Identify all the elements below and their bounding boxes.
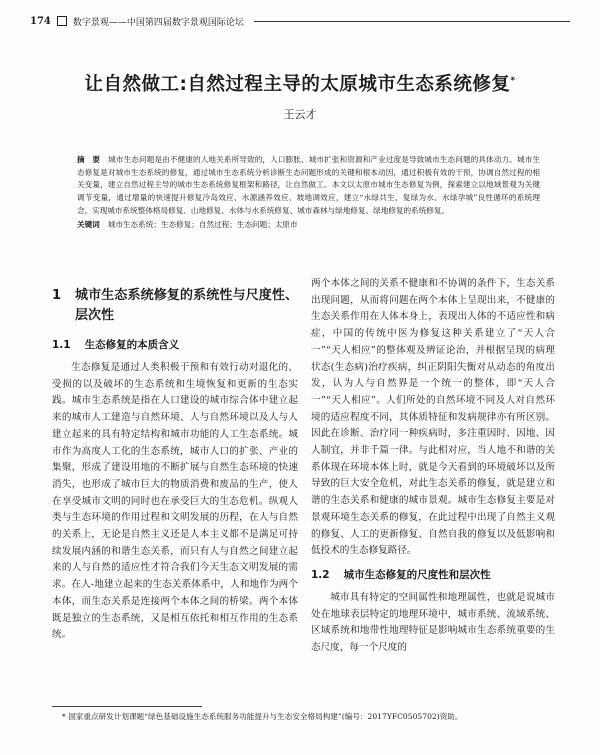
article-title	[0, 70, 600, 96]
abstract-block	[77, 154, 540, 231]
section-1-number: 1	[52, 288, 62, 303]
section-1-title: 城市生态系统修复的系统性与尺度性、层次性	[75, 288, 298, 323]
footnote-rule	[52, 706, 202, 707]
section-1-1-heading	[52, 336, 298, 354]
footnote-text: 国家重点研发计划课题“绿色基础设施生态系统服务功能提升与生态安全格局构建”(编号：2017YFC0505702)资助。	[68, 712, 463, 721]
keywords	[77, 219, 540, 232]
keywords-text: 城市生态系统；生态修复；自然过程；生态问题；太原市	[107, 219, 298, 229]
right-column	[311, 276, 555, 657]
section-1-2-heading	[311, 566, 555, 584]
abstract-text: 城市生态问题是由不健康的人地关系所导致的，人口膨胀、城市扩张和资源和产业过度是导致城市生态问题的具体动力。城市生态修复是对城市生态系统的修复，通过城市生态系统分析诊断生态问题形成的关键和根本动因，通过积极有效的干预，协调自然过程的相关变量，建立自然过程主导的城市生态系统修复框架和路径，让自然做工。本文以太原市城市生态修复为例，探索建立以地域景观为关键调节变量，通过增量的快速提升修复冷岛效应、水源涵养效应、坡地调效应，建立“水绿共生、复绿为水、水绿孕城”良性循环的系统理念，实现城市系统整体格局修复、山地修复、水体与水系统修复、城市森林与绿地修复、绿地修复的系统修复。	[77, 155, 541, 215]
running-header	[30, 12, 570, 30]
footnote	[52, 711, 555, 723]
running-title: 数字景观——中国第四届数字景观国际论坛	[72, 17, 244, 28]
footnote-mark: *	[62, 712, 66, 721]
section-1-1-number: 1.1	[52, 339, 71, 351]
page-number: 174	[30, 15, 51, 27]
paragraph-continued: 两个本体之间的关系不健康和不协调的条件下，生态关系出现问题，从而将问题在两个本体上呈现出来，不健康的生态关系作用在人体本身上，表现出人体的不适应性和病症，中国的传统中医为修复这种关系建立了“天人合一”“天人相应”的整体观及辨证论治，并根据呈现的病理状态(生态病)治疗疾病，纠正阴阳失衡对从动态的角度出发，认为人与自然界是一个统一的整体，即“天人合一”“天人相应”。人们所处的自然环境不同及人对自然环境的适应程度不同，其体质特征和发病规律亦有所区别。因此在诊断、治疗同一种疾病时，多注重因时、因地、因人制宜，并非千篇一律。与此相对应，当人地不和谐的关系体现在环境本体上时，就是今天看到的环境破坏以及所导致的巨大安全危机，对此生态关系的修复，就是建立和谐的生态关系和健康的城市景观。城市生态修复主要是对景观环境生态关系的修复，在此过程中出现了自然主义观的修复、人工的更新修复、自然自我的修复以及低影响和低投术的生态修复路径。	[311, 278, 555, 557]
author: 王云才	[283, 108, 317, 121]
paragraph: 生态修复是通过人类积极干预和有效行动对退化的、受损的以及破坏的生态系统和生境恢复和更新的生态实践。城市生态系统是指在人口建设的城市综合体中建立起来的城市人工建造与自然环境、人与自然环境以及人与人建立起来的具有特定结构和城市功能的人工生态系统。城市作为高度人工化的生态系统，城市人口的扩张、产业的集聚，形成了建设用地的不断扩展与自然生态环境的快速消失，也形成了城市巨大的物质消费和废品的生产，使人在享受城市文明的同时也在承受巨大的生态危机。纵观人类与生态环境的作用过程和文明发展的历程，在人与自然的关系上，无论是自然主义还是人本主义都不是满足可持续发展内涵的和谐生态关系，而只有人与自然之间建立起来的人与自然的适应性才符合我们今天生态文明发展的需求。在人-地建立起来的生态关系体系中，人和地作为两个本体，而生态关系是连接两个本体之间的桥梁。两个本体既是独立的生态系统，又是相互依托和相互作用的生态系统。	[52, 362, 298, 641]
title-footnote-mark: *	[510, 75, 516, 86]
abstract	[77, 154, 540, 218]
section-1-1-title: 生态修复的本质含义	[84, 339, 180, 351]
section-1-2-number: 1.2	[311, 568, 330, 581]
article-title-text: 让自然做工:自然过程主导的太原城市生态系统修复	[84, 74, 511, 95]
left-column	[52, 282, 298, 644]
abstract-label: 摘 要	[77, 155, 101, 164]
header-box-icon	[57, 16, 67, 26]
section-1-heading	[52, 286, 298, 326]
paragraph: 城市具有特定的空间属性和地理属性，也就是说城市处在地球表层特定的地理环境中，城市系统、流域系统、区域系统和地带性地理特征是影响城市生态系统重要的生态尺度，每一个尺度的	[311, 591, 555, 654]
header-rule	[254, 21, 570, 22]
section-1-2-title: 城市生态修复的尺度性和层次性	[343, 568, 491, 581]
keywords-label: 关键词	[77, 219, 100, 229]
